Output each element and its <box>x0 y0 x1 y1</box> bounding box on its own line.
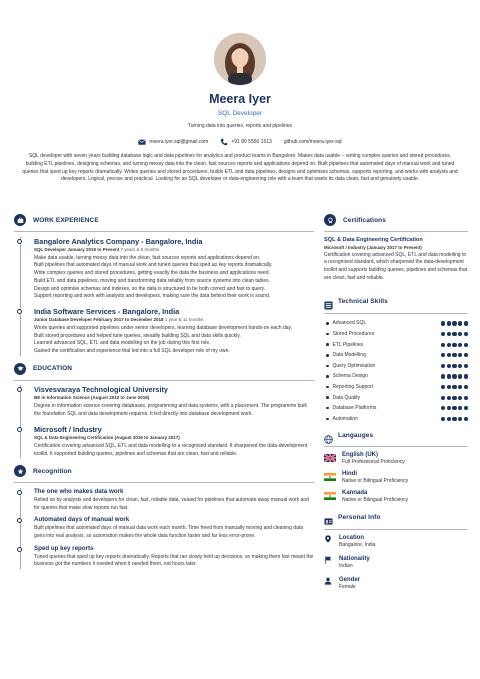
recognition-entry <box>34 545 314 569</box>
skill-label <box>326 416 358 422</box>
skill-label <box>326 342 363 348</box>
email-text: meera.iyer.sql@gmail.com <box>149 139 209 145</box>
divider <box>14 380 314 381</box>
experience-entry <box>34 307 314 356</box>
skill-item <box>324 339 468 350</box>
timeline-dot <box>17 518 22 523</box>
rating-dot <box>441 343 445 347</box>
desc-line: Built stored procedures and helped tune queries, steadily building SQL and data skills quickly. <box>34 332 241 339</box>
graduation-cap-icon <box>14 363 26 375</box>
section-header <box>324 295 468 309</box>
personal-info-value: Female <box>339 583 356 590</box>
rating-dot <box>441 353 445 357</box>
skill-item <box>324 382 468 393</box>
company-name: Bangalore Analytics Company - Bangalore, India <box>34 236 203 246</box>
india-flag-icon <box>324 492 336 500</box>
skill-item <box>324 329 468 340</box>
skill-rating <box>441 353 468 357</box>
company-name: India Software Services - Bangalore, India <box>34 306 180 316</box>
section-title: Certifications <box>343 216 386 224</box>
role-line <box>34 247 314 252</box>
skill-name: Database Platforms <box>332 405 377 412</box>
skill-rating <box>441 343 468 347</box>
globe-icon <box>324 431 333 440</box>
rating-dot <box>452 332 456 336</box>
rating-dot <box>441 364 445 368</box>
section-title: Technical Skills <box>338 298 388 305</box>
skill-label <box>326 395 360 401</box>
contact-email[interactable] <box>138 138 208 146</box>
skill-rating <box>441 364 468 368</box>
language-level: Native or Bilingual Proficiency <box>342 496 409 503</box>
profile-summary: SQL developer with seven years building database logic and data pipelines for analytics and product teams in Bangalore. Makes data usable -- writing complex queries and stored procedures, building ETL pipelines, designing schemas, and turning messy data into the clean, fast sources reports and applications depend on. Built pipelines that automated days of manual work and tuned queries that sped up key reports dramatically. Writes queries and stored procedures, builds ETL and data pipelines, designs and optimises schemas, supports reporting, and works with analysts and developers. Logical, precise and practical. Looking for an SQL developer or data-engineering role with a team that wants its data clean, fast and genuinely usable. <box>22 153 458 183</box>
recognition-entry <box>34 488 314 512</box>
rating-dot <box>458 374 462 378</box>
rating-dot <box>441 385 445 389</box>
rating-dot <box>458 396 462 400</box>
language-item <box>324 471 468 484</box>
divider <box>324 529 468 530</box>
recognition-description: Tuned queries that sped up key reports dramatically. Reports that ran slowly held up decisions, so making them fast meant the business got the numbers it needed when it needed them, not hours later. <box>34 553 314 568</box>
rating-dot <box>464 374 468 378</box>
profile-photo <box>214 33 266 85</box>
language-name: Hindi <box>342 470 357 477</box>
role-duration: 7 years & 5 months <box>120 246 160 252</box>
rating-dot <box>464 353 468 357</box>
rating-dot <box>452 385 456 389</box>
rating-dot <box>464 385 468 389</box>
rating-dot <box>441 374 445 378</box>
rating-dot <box>447 364 451 368</box>
skill-rating <box>441 396 468 400</box>
section-title: EDUCATION <box>33 365 73 373</box>
rating-dot <box>452 374 456 378</box>
section-title: WORK EXPERIENCE <box>33 216 99 224</box>
timeline-line <box>20 488 21 569</box>
desc-line: Support reporting and work with analysts and developers, making sure the data behind their work is sound. <box>34 293 271 300</box>
bullet-icon <box>326 386 329 389</box>
bullet-icon <box>326 375 329 378</box>
skill-name: Schema Design <box>332 373 368 380</box>
rating-dot <box>464 321 468 325</box>
rating-dot <box>452 364 456 368</box>
recognition-description: Built pipelines that automated days of manual data work each month. Time freed from manually moving and cleaning data goes into real analysis, so automation makes the whole data function faster and far less error-prone. <box>34 525 304 540</box>
id-card-icon <box>324 513 333 522</box>
personal-info-value: Indian <box>339 562 353 569</box>
skill-label <box>326 331 374 337</box>
rating-dot <box>458 385 462 389</box>
briefcase-icon <box>14 214 26 226</box>
personal-info-value: Bangalore, India <box>339 541 376 548</box>
timeline-dot <box>17 427 22 432</box>
divider <box>324 446 468 447</box>
contact-phone[interactable] <box>220 138 271 146</box>
rating-dot <box>464 406 468 410</box>
personal-info-item <box>324 577 468 590</box>
rating-dot <box>458 321 462 325</box>
skill-name: Reporting Support <box>332 384 374 391</box>
skill-item <box>324 318 468 329</box>
rating-dot <box>458 332 462 336</box>
recognition-description: Relied on by analysts and developers for clean, fast, reliable data, valued for pipelines that automate away manual work and for queries that make slow reports run fast. <box>34 496 309 511</box>
skills-list-icon <box>324 297 333 306</box>
section-header <box>14 362 314 376</box>
role-description <box>34 325 314 356</box>
rating-dot <box>447 374 451 378</box>
skill-name: Data Modelling <box>332 352 366 359</box>
language-name: Kannada <box>342 489 368 496</box>
institution-name: Microsoft / Industry <box>34 424 102 434</box>
language-level: Full Professional Proficiency <box>342 458 405 465</box>
skill-label <box>326 405 376 411</box>
desc-line: Wrote queries and supported pipelines under senior developers, learning database development hands-on each day. <box>34 324 293 331</box>
rating-dot <box>447 406 451 410</box>
technical-skills-section <box>324 295 468 425</box>
section-header <box>324 511 468 525</box>
recognition-timeline <box>14 488 314 569</box>
certification-title: SQL & Data Engineering Certification <box>324 236 423 243</box>
bullet-icon <box>326 354 329 357</box>
role-description <box>34 255 314 301</box>
phone-text: +91 80 5550 1513 <box>231 139 272 145</box>
rating-dot <box>452 321 456 325</box>
phone-icon <box>220 138 228 146</box>
language-level: Native or Bilingual Proficiency <box>342 477 409 484</box>
timeline-dot <box>17 547 22 552</box>
role-title: Junior Database Developer February 2017 to December 2018 <box>34 316 164 322</box>
desc-line: Make data usable, turning messy data into the clean, fast sources reports and applications depend on. <box>34 254 261 261</box>
rating-dot <box>447 417 451 421</box>
rating-dot <box>452 406 456 410</box>
bullet-icon <box>326 343 329 346</box>
language-name: English (UK) <box>342 451 378 458</box>
experience-entry <box>34 237 314 301</box>
rating-dot <box>447 343 451 347</box>
rating-dot <box>447 321 451 325</box>
rating-dot <box>441 417 445 421</box>
contact-github[interactable] <box>284 139 342 145</box>
personal-info-item <box>324 535 468 548</box>
rating-dot <box>464 332 468 336</box>
languages-section <box>324 428 468 503</box>
section-title: Recognition <box>33 467 72 475</box>
divider <box>324 231 468 232</box>
rating-dot <box>458 406 462 410</box>
skill-rating <box>441 332 468 336</box>
right-column <box>324 213 468 598</box>
skill-item <box>324 350 468 361</box>
personal-info-label: Nationality <box>339 555 370 562</box>
recognition-title: The one who makes data work <box>34 487 124 495</box>
rating-dot <box>452 417 456 421</box>
rating-dot <box>464 417 468 421</box>
timeline-dot <box>17 309 22 314</box>
rating-dot <box>452 353 456 357</box>
rating-dot <box>464 396 468 400</box>
degree-line: SQL & Data Engineering Certification (August 2016 to January 2017) <box>34 434 180 440</box>
desc-line: Write complex queries and stored procedures, getting exactly the data the business and applications need. <box>34 270 270 277</box>
recognition-title: Automated days of manual work <box>34 516 130 524</box>
skill-rating <box>441 374 468 378</box>
rating-dot <box>441 396 445 400</box>
recognition-title: Sped up key reports <box>34 544 94 552</box>
skill-item <box>324 403 468 414</box>
education-description: Degree in information science covering databases, programming and data systems, with a placement. The programme built the foundation SQL and data development requires. It led directly into database development work. <box>34 403 307 418</box>
contact-bar <box>0 138 480 146</box>
language-item <box>324 452 468 465</box>
rating-dot <box>441 406 445 410</box>
rating-dot <box>441 321 445 325</box>
education-section <box>14 362 314 459</box>
skill-label <box>326 352 366 358</box>
role-line <box>34 317 314 322</box>
section-header <box>14 213 314 227</box>
person-icon <box>324 577 332 585</box>
skill-name: Query Optimisation <box>332 362 376 369</box>
star-icon <box>14 465 26 477</box>
institution-name: Visvesvaraya Technological University <box>34 385 168 395</box>
rating-dot <box>458 343 462 347</box>
timeline-line <box>20 385 21 458</box>
candidate-name: Meera Iyer <box>209 92 271 106</box>
skill-label <box>326 363 375 369</box>
skill-rating <box>441 385 468 389</box>
education-entry <box>34 385 314 418</box>
timeline-line <box>20 237 21 356</box>
desc-line: Learned advanced SQL, ETL and data modelling on the job during this first role. <box>34 340 211 347</box>
section-header <box>14 464 314 478</box>
bullet-icon <box>326 407 329 410</box>
rating-dot <box>447 353 451 357</box>
section-title: Personal Info <box>338 514 381 522</box>
skills-list <box>324 318 468 424</box>
work-experience-section <box>14 213 314 356</box>
left-column <box>14 213 314 569</box>
flag-icon <box>324 556 332 564</box>
personal-info-section <box>324 511 468 590</box>
timeline-dot <box>17 387 22 392</box>
role-duration: 1 year & 11 months <box>164 316 204 322</box>
skill-label <box>326 384 373 390</box>
desc-line: Built pipelines that automated days of manual work and tuned queries that sped up key reports dramatically. <box>34 262 273 269</box>
certificate-icon <box>324 214 336 226</box>
skill-name: Automation <box>332 415 358 422</box>
education-entry <box>34 425 314 458</box>
skill-rating <box>441 321 468 325</box>
skill-label <box>326 373 368 379</box>
education-timeline <box>14 385 314 458</box>
rating-dot <box>452 396 456 400</box>
rating-dot <box>447 396 451 400</box>
bullet-icon <box>326 333 329 336</box>
desc-line: Gained the certification and experience that led into a full SQL developer role of my own. <box>34 348 230 355</box>
rating-dot <box>447 332 451 336</box>
timeline-dot <box>17 490 22 495</box>
rating-dot <box>452 343 456 347</box>
uk-flag-icon <box>324 454 336 462</box>
job-title: SQL Developer <box>217 110 263 117</box>
rating-dot <box>464 343 468 347</box>
desc-line: Design and optimise schemas and indexes, so the data is structured to be both correct and fast to query. <box>34 285 266 292</box>
degree-line: BE in Information Science (August 2012 to June 2016) <box>34 395 150 401</box>
personal-info-label: Gender <box>339 576 361 583</box>
skill-name: Data Quality <box>332 394 361 401</box>
tagline: Turning data into queries, reports and pipelines <box>187 123 293 129</box>
rating-dot <box>458 417 462 421</box>
bullet-icon <box>326 418 329 421</box>
rating-dot <box>447 385 451 389</box>
role-title: SQL Developer January 2019 to Present <box>34 246 120 252</box>
github-text: github.com/meera-iyer-sql <box>283 139 342 145</box>
desc-line: Build ETL and data pipelines, moving and transforming data reliably from source systems into clean tables. <box>34 277 271 284</box>
language-item <box>324 490 468 503</box>
location-pin-icon <box>324 535 332 543</box>
email-icon <box>138 138 146 146</box>
skill-item <box>324 361 468 372</box>
skill-item <box>324 371 468 382</box>
india-flag-icon <box>324 473 336 481</box>
section-title: Langauges <box>338 431 374 439</box>
certifications-section <box>324 213 468 283</box>
section-header <box>324 428 468 442</box>
experience-timeline <box>14 237 314 356</box>
timeline-dot <box>17 239 22 244</box>
skill-name: Stored Procedures <box>332 331 375 338</box>
skill-label <box>326 320 366 326</box>
certification-issuer: Microsoft / Industry (January 2017 to Present) <box>324 244 422 250</box>
section-header <box>324 213 468 227</box>
recognition-entry <box>34 516 314 540</box>
bullet-icon <box>326 365 329 368</box>
divider <box>14 231 314 232</box>
rating-dot <box>458 353 462 357</box>
skill-name: ETL Pipelines <box>332 341 364 348</box>
skill-rating <box>441 417 468 421</box>
divider <box>14 482 314 483</box>
recognition-section <box>14 464 314 569</box>
personal-info-label: Location <box>339 534 364 541</box>
rating-dot <box>458 364 462 368</box>
bullet-icon <box>326 322 329 325</box>
rating-dot <box>464 364 468 368</box>
skill-item <box>324 414 468 425</box>
education-description: Certification covering advanced SQL, ETL and data modelling to a recognised standard. It sharpened the data-development toolkit. It supported building queries, pipelines and schemas that are clean, fast and reliable. <box>34 442 308 457</box>
skill-item <box>324 392 468 403</box>
rating-dot <box>441 332 445 336</box>
certification-description: Certification covering advanced SQL, ETL and data modelling to a recognised standard, which sharpened the data-development toolkit and supports building queries, pipelines and schemas that are clean, fast and reliable. <box>324 251 468 281</box>
divider <box>324 313 468 314</box>
personal-info-item <box>324 556 468 569</box>
skill-name: Advanced SQL <box>332 320 367 327</box>
bullet-icon <box>326 396 329 399</box>
skill-rating <box>441 406 468 410</box>
